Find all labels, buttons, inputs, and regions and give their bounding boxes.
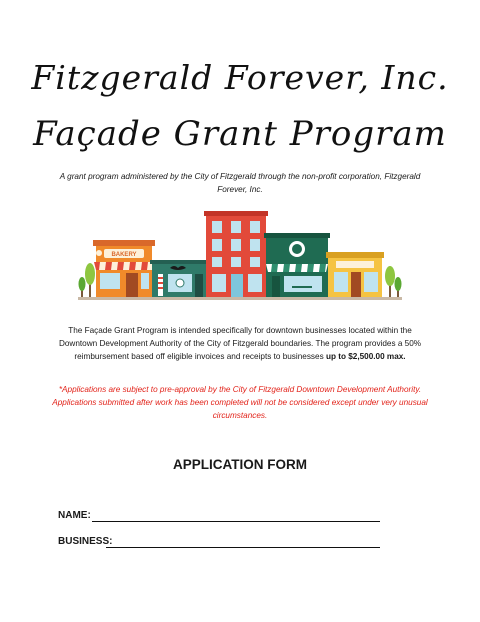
bakery-building (93, 240, 155, 297)
storefront-illustration (78, 206, 402, 306)
name-field[interactable] (58, 504, 388, 522)
business-label: BUSINESS: (58, 536, 113, 547)
max-amount: up to $2,500.00 max. (325, 352, 406, 361)
program-description (52, 324, 428, 363)
tree-icon (79, 277, 86, 297)
boutique-building (326, 252, 384, 297)
ground-line (78, 297, 402, 300)
bakery-sign: BAKERY (111, 252, 137, 258)
business-field[interactable] (58, 530, 388, 548)
barber-building (150, 260, 208, 297)
tree-icon (395, 277, 402, 297)
form-heading: APPLICATION FORM (173, 457, 307, 472)
tree-icon (85, 263, 95, 297)
title-line-2: Façade Grant Program (33, 114, 447, 154)
name-line[interactable] (92, 521, 380, 522)
title-line-1: Fitzgerald Forever, Inc. (31, 58, 449, 97)
tall-building (204, 211, 268, 297)
name-label: NAME: (58, 510, 91, 521)
cafe-building (264, 233, 330, 297)
tree-icon (385, 266, 395, 297)
description-text: The Façade Grant Program is intended specifically for downtown businesses located within the Downtown Development Authority of the City of Fitzgerald boundaries. The program provides a 50% reimbursement based off eligible invoices and receipts to businesses (58, 326, 422, 361)
intro-text: A grant program administered by the City of Fitzgerald through the non-profit corporation, Fitzgerald Forever, Inc. (59, 172, 421, 194)
business-line[interactable] (106, 547, 380, 548)
pre-approval-notice: *Applications are subject to pre-approval by the City of Fitzgerald Downtown Development Authority. Applications submitted after work has been completed will not be considered except under very unusual circumstances. (52, 385, 428, 420)
